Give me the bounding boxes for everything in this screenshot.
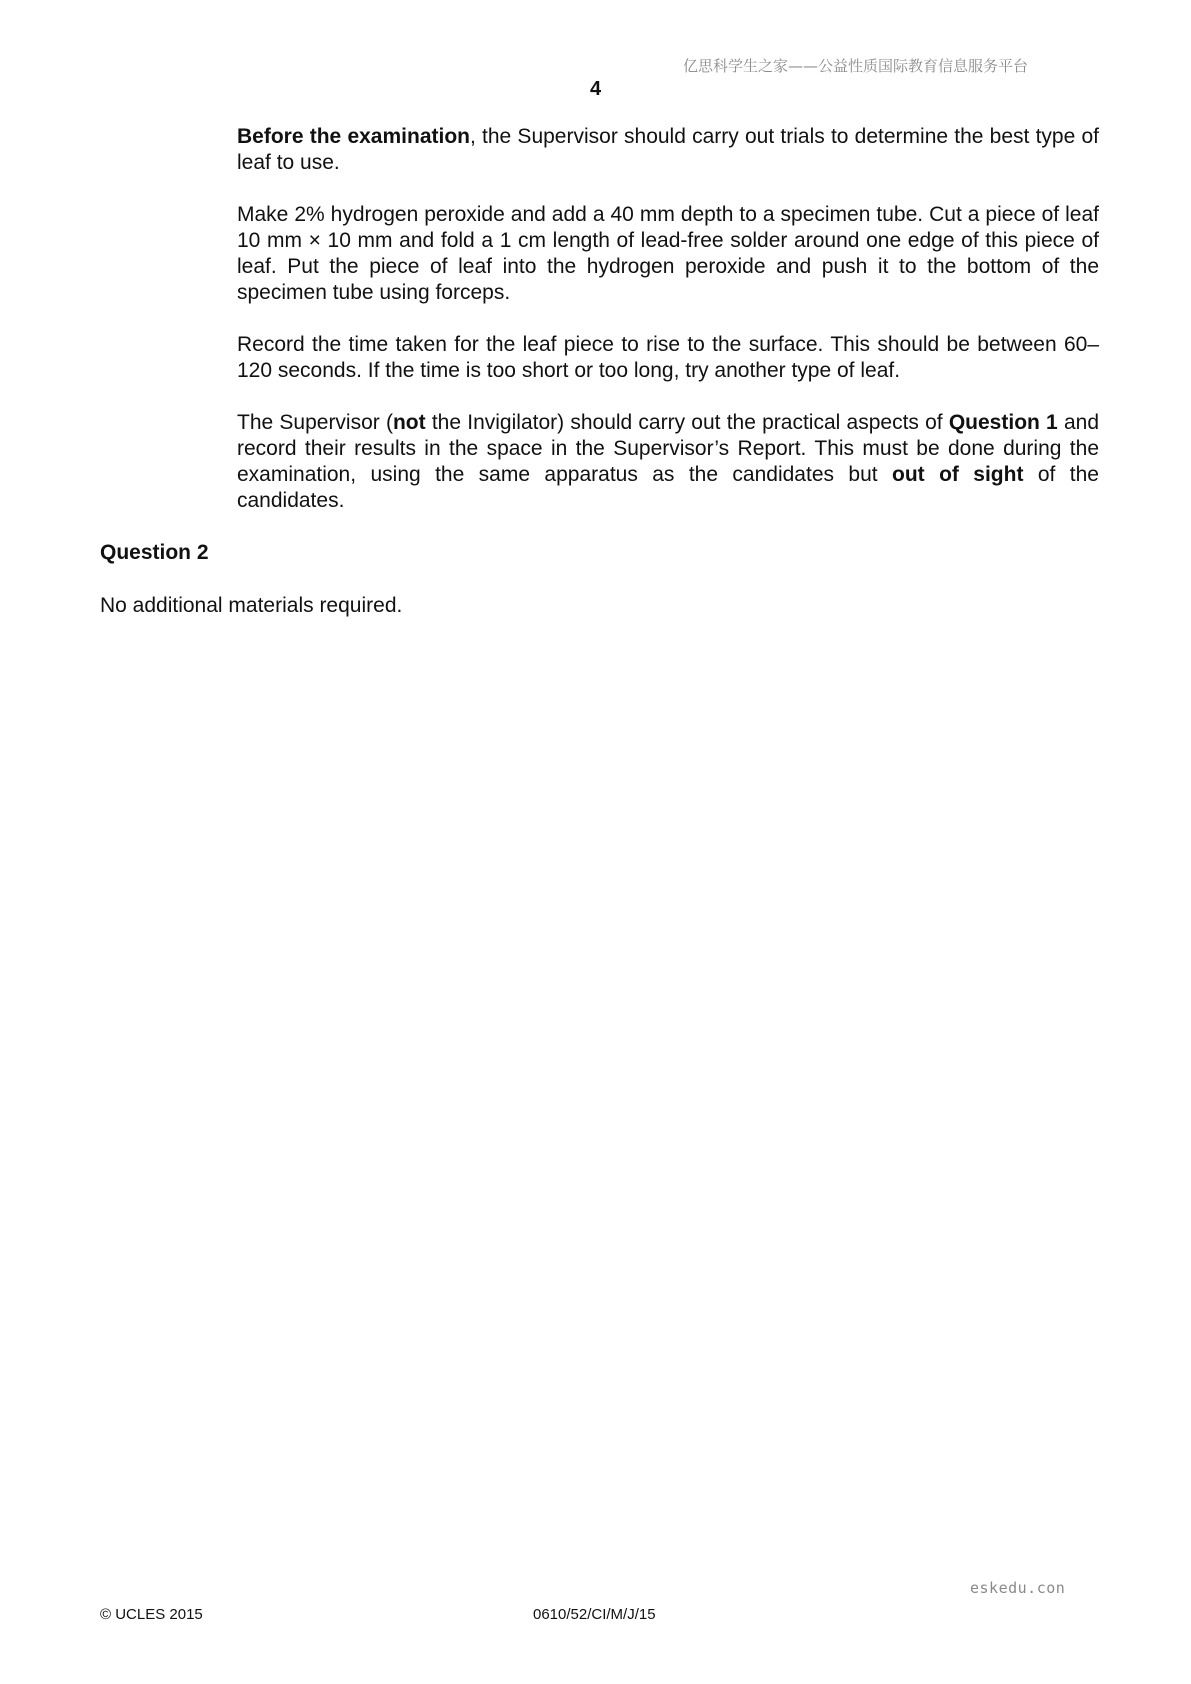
supervisor-text-3: and record their results in the space in the Supervisor’s Report. This must be done during the examination, using the same apparatus as the candidates but (237, 411, 1099, 486)
paragraph-trials (237, 124, 1099, 176)
header-watermark: 亿思科学生之家——公益性质国际教育信息服务平台 (683, 57, 1029, 75)
paragraph-record-time: Record the time taken for the leaf piece to rise to the surface. This should be between 60–120 seconds. If the time is too short or too long, try another type of leaf. (237, 333, 1099, 382)
paragraph-method: Make 2% hydrogen peroxide and add a 40 mm depth to a specimen tube. Cut a piece of leaf 10 mm × 10 mm and fold a 1 cm length of lead-free solder around one edge of this piece of leaf. Put the piece of leaf into the hydrogen peroxide and push it to the bottom of the specimen tube using forceps. (237, 203, 1099, 304)
supervisor-text-4: of the candidates. (237, 463, 1099, 512)
footer-code: 0610/52/CI/M/J/15 (533, 1606, 656, 1623)
bold-before-examination: Before the examination (237, 125, 470, 148)
bold-question-1: Question 1 (948, 411, 1058, 434)
paragraph-trials-text: , the Supervisor should carry out trials to determine the best type of leaf to use. (237, 125, 1099, 174)
question-2-text: No additional materials required. (100, 594, 403, 617)
paragraph-supervisor (237, 410, 1099, 514)
bold-not: not (392, 411, 426, 434)
question-2-heading: Question 2 (100, 541, 209, 564)
footer-watermark: eskedu.con (970, 1579, 1066, 1597)
footer-copyright: © UCLES 2015 (100, 1606, 203, 1623)
bold-out-of-sight: out of sight (892, 463, 1024, 486)
supervisor-text-2: the Invigilator) should carry out the practical aspects of (425, 411, 949, 434)
page-number: 4 (589, 78, 602, 100)
supervisor-text-1: The Supervisor ( (237, 411, 393, 434)
